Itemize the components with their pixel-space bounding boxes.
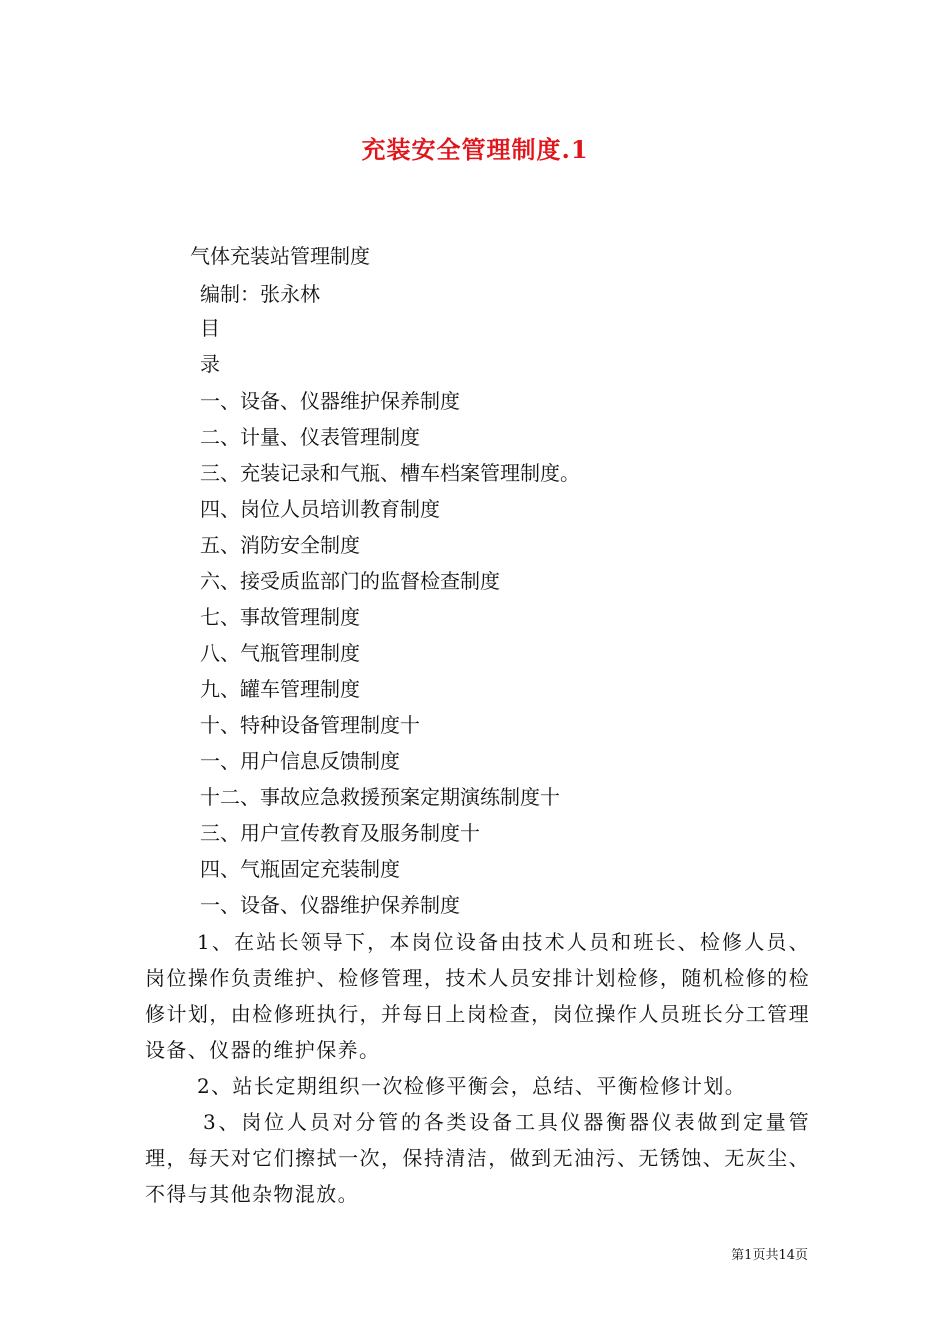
toc-item: 六、接受质监部门的监督检查制度 [200,569,500,593]
toc-item: 五、消防安全制度 [200,533,360,557]
toc-item: 四、气瓶固定充装制度 [200,857,400,881]
heading-line-author: 编制：张永林 [200,282,320,306]
heading-line-toc-1: 目 [200,316,220,340]
page-number-footer: 第1页共14页 [731,1248,808,1263]
toc-item: 九、罐车管理制度 [200,677,360,701]
toc-item: 十、特种设备管理制度十 [200,713,420,737]
heading-line-toc-2: 录 [200,352,220,376]
toc-item: 七、事故管理制度 [200,605,360,629]
toc-item: 一、设备、仪器维护保养制度 [200,389,460,413]
heading-line-system-name: 气体充装站管理制度 [190,244,370,268]
toc-item: 四、岗位人员培训教育制度 [200,497,440,521]
body-paragraph: 1、在站长领导下，本岗位设备由技术人员和班长、检修人员、岗位操作负责维护、检修管理，技术人员安排计划检修，随机检修的检修计划，由检修班执行，并每日上岗检查，岗位操作人员班长分工管理设备、仪器的维护保养。 [145,930,810,1062]
toc-item: 三、用户宣传教育及服务制度十 [200,821,480,845]
toc-item: 二、计量、仪表管理制度 [200,425,420,449]
section-heading: 一、设备、仪器维护保养制度 [200,893,460,917]
toc-item: 八、气瓶管理制度 [200,641,360,665]
document-title: 充装安全管理制度.1 [361,135,589,164]
body-paragraph: 2、站长定期组织一次检修平衡会，总结、平衡检修计划。 [197,1074,747,1098]
toc-item: 十二、事故应急救援预案定期演练制度十 [200,785,560,809]
body-paragraph: 3、岗位人员对分管的各类设备工具仪器衡器仪表做到定量管理，每天对它们擦拭一次，保持清洁，做到无油污、无锈蚀、无灰尘、不得与其他杂物混放。 [145,1110,810,1206]
toc-item: 三、充装记录和气瓶、槽车档案管理制度。 [200,461,580,485]
toc-item: 一、用户信息反馈制度 [200,749,400,773]
